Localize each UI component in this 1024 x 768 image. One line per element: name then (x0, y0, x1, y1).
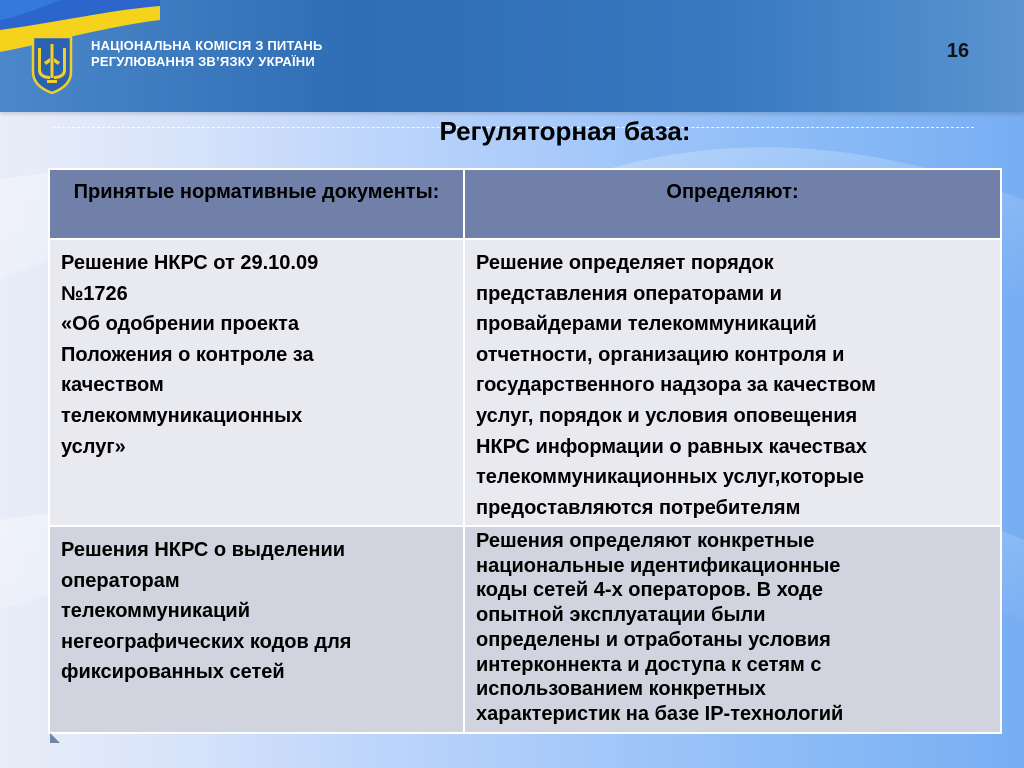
ukraine-trident-emblem-icon (30, 34, 74, 94)
table-cell-document (49, 239, 464, 526)
table-header-row (49, 169, 1001, 239)
table-cell-definition (464, 239, 1001, 526)
document-text: Решение НКРС от 29.10.09 №1726 «Об одобрении проекта Положения о контроле за качеством телекоммуникационных услуг» (61, 252, 319, 458)
column-header-defines: Определяют: (464, 169, 1001, 239)
table-cell-definition (464, 526, 1001, 733)
organization-name-line2: РЕГУЛЮВАННЯ ЗВ’ЯЗКУ УКРАЇНИ (91, 54, 315, 69)
table-row (49, 239, 1001, 526)
column-header-documents: Принятые нормативные документы: (49, 169, 464, 239)
table-row (49, 526, 1001, 733)
organization-name (91, 38, 323, 70)
table-cell-document (49, 526, 464, 733)
definition-text: Решения определяют конкретные национальные идентификационные коды сетей 4-х операторов. В ходе опытной эксплуатации были определены и отработаны условия интерконнекта и доступа к сетям с использованием конкретных характеристик на базе IP-технологий (476, 530, 844, 725)
slide-title: Регуляторная база: (439, 116, 691, 146)
definition-text: Решение определяет порядок представления операторами и провайдерами телекоммуникаций отчетности, организацию контроля и государственного надзора за качеством услуг, порядок и условия оповещения НКРС информации о равных качествах телекоммуникационных услуг,которые предоставляются потребителям (476, 252, 876, 519)
organization-name-line1: НАЦІОНАЛЬНА КОМІСІЯ З ПИТАНЬ (91, 38, 323, 53)
regulation-table (48, 168, 1000, 734)
document-text: Решения НКРС о выделении операторам телекоммуникаций негеографических кодов для фиксированных сетей (61, 539, 352, 684)
corner-triangle-mark (50, 733, 60, 743)
page-number: 16 (946, 40, 970, 62)
